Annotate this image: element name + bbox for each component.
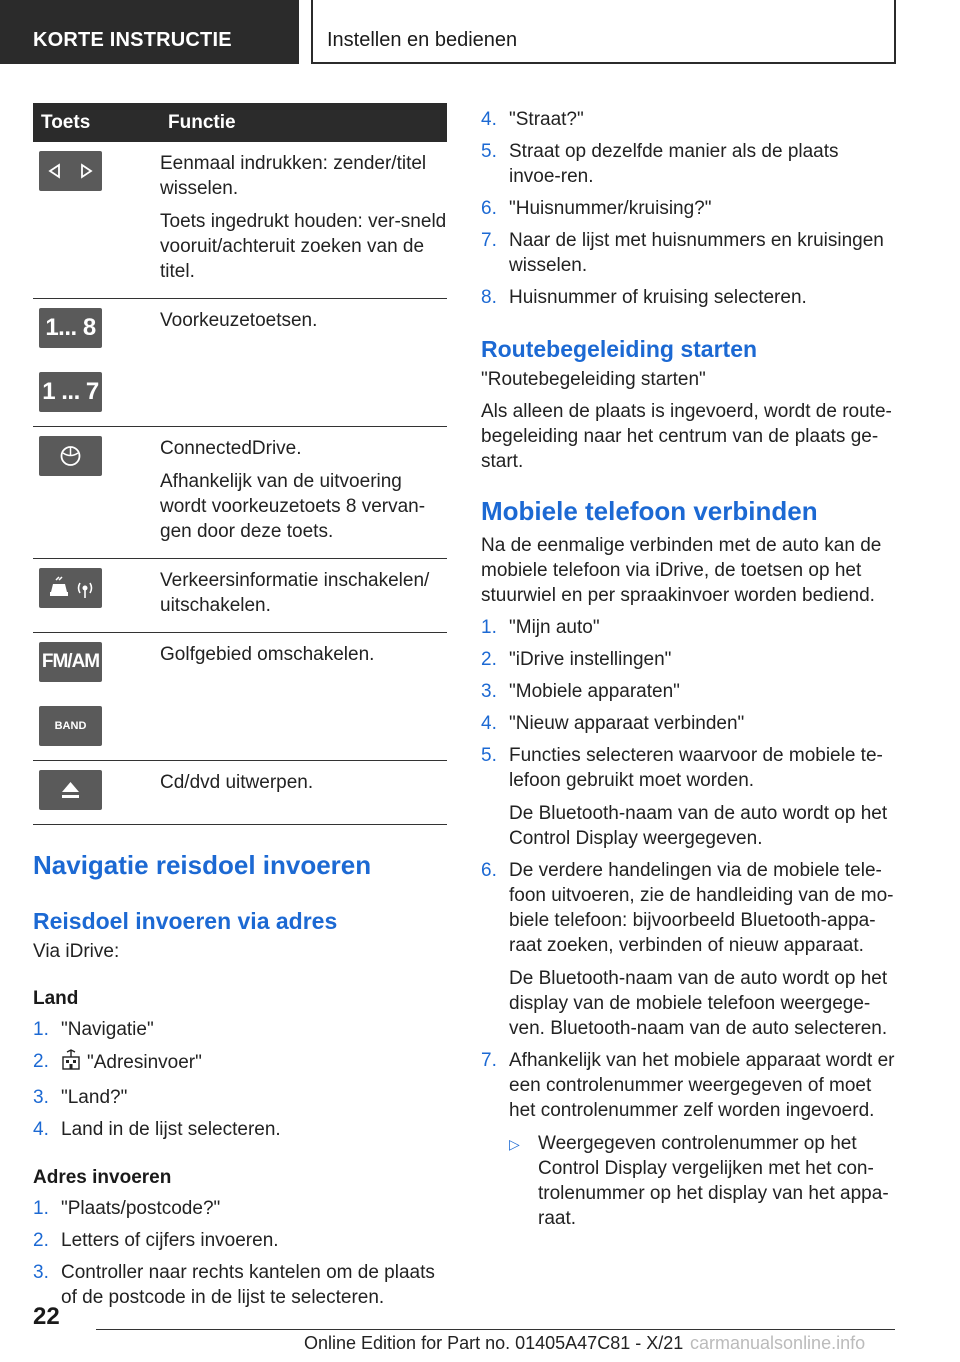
- route-line-1: "Routebegeleiding starten": [481, 369, 706, 390]
- traffic-info-icon: [39, 568, 102, 608]
- connecteddrive-icon: [39, 436, 102, 476]
- nav-subheading: Reisdoel invoeren via adres: [33, 908, 338, 934]
- row-text: Voorkeuzetoetsen.: [160, 310, 318, 331]
- address-steps: [33, 1196, 447, 1310]
- section-tab: KORTE INSTRUCTIE: [0, 0, 299, 64]
- list-item: 7. Afhankelijk van het mobiele apparaat wordt er een controlenummer weergegeven of moet het controlenummer zelf worden ingevoerd. ▷ Weergegeven controlenummer op het Control Display vergelijken met het con-trolenummer op het display van het appa-raat.: [481, 1050, 895, 1229]
- list-item: 3. "Mobiele apparaten": [481, 681, 680, 702]
- land-label: Land: [33, 988, 79, 1009]
- nav-heading: Navigatie reisdoel invoeren: [33, 850, 372, 880]
- left-column: [33, 103, 447, 1310]
- eject-icon: [39, 770, 102, 810]
- list-item: 1. "Plaats/postcode?": [33, 1198, 221, 1219]
- list-item: 2. Letters of cijfers invoeren.: [33, 1230, 279, 1251]
- list-item: 1. "Mijn auto": [481, 617, 600, 638]
- list-item: 6. De verdere handelingen via de mobiele tele-foon uitvoeren, zie de handleiding van de mo-biele telefoon: bijvoorbeeld Bluetooth-appa-raat zoeken, verbinden of nieuw apparaat. De Bluetooth-naam van de auto wordt op het display van de mobiele telefoon weergege-ven. Bluetooth-naam van de auto selecteren.: [481, 860, 894, 1039]
- key-function-table: [33, 103, 447, 825]
- list-item: 2. "Adresinvoer": [33, 1049, 447, 1078]
- row-text: Cd/dvd uitwerpen.: [160, 772, 314, 793]
- list-item: 3. "Land?": [33, 1087, 128, 1108]
- table-row: [33, 633, 447, 761]
- watermark: carmanualsonline.info: [690, 1333, 866, 1353]
- list-item: 4. "Nieuw apparaat verbinden": [481, 713, 745, 734]
- list-item: 5. Straat op dezelfde manier als de plaats invoe-ren.: [481, 141, 839, 187]
- col-header-key: Toets: [33, 103, 160, 142]
- chapter-title: Instellen en bedienen: [311, 0, 896, 64]
- triangle-bullet-icon: ▷: [509, 1136, 520, 1152]
- row-text: Golfgebied omschakelen.: [160, 644, 375, 665]
- row-text: ConnectedDrive.: [160, 438, 302, 459]
- route-line-2: Als alleen de plaats is ingevoerd, wordt de route-begeleiding naar het centrum van de plaats ge-start.: [481, 401, 892, 472]
- list-item: 1. "Navigatie": [33, 1019, 154, 1040]
- right-column: [481, 103, 895, 1231]
- address-label: Adres invoeren: [33, 1167, 172, 1188]
- row-text: Verkeersinformatie inschakelen/ uitschakelen.: [160, 570, 430, 616]
- footer-edition: Online Edition for Part no. 01405A47C81 - X/21: [304, 1333, 684, 1353]
- table-row: [33, 559, 447, 633]
- track-back-forward-icon: [39, 151, 102, 191]
- table-row: [33, 142, 447, 299]
- sub-bullet: [509, 1131, 895, 1231]
- row-text: Eenmaal indrukken: zender/titel wisselen.: [160, 153, 427, 199]
- list-item: 8. Huisnummer of kruising selecteren.: [481, 287, 807, 308]
- list-item: 4. "Straat?": [481, 109, 584, 130]
- phone-heading: Mobiele telefoon verbinden: [481, 496, 818, 526]
- route-heading: Routebegeleiding starten: [481, 336, 758, 362]
- page-number: 22: [33, 1303, 60, 1330]
- row-text: Afhankelijk van de uitvoering wordt voorkeuzetoets 8 vervan-gen door deze toets.: [160, 471, 426, 542]
- table-row: [33, 299, 447, 427]
- phone-intro: Na de eenmalige verbinden met de auto kan de mobiele telefoon via iDrive, de toetsen op het stuurwiel en per spraakinvoer worden bediend.: [481, 535, 882, 606]
- band-icon: BAND: [39, 706, 102, 746]
- fm-am-icon: FM/AM: [39, 642, 102, 682]
- phone-steps: [481, 615, 895, 1231]
- list-item: 3. Controller naar rechts kantelen om de plaats of de postcode in de lijst te selecteren.: [33, 1262, 435, 1308]
- list-item: 5. Functies selecteren waarvoor de mobiele te-lefoon gebruikt moet worden. De Bluetooth-naam van de auto wordt op het Control Display weergegeven.: [481, 745, 888, 849]
- land-steps: [33, 1017, 447, 1142]
- footer-divider: [96, 1329, 895, 1330]
- list-item: 7. Naar de lijst met huisnummers en kruisingen wisselen.: [481, 230, 884, 276]
- list-item: 2. "iDrive instellingen": [481, 649, 672, 670]
- address-entry-icon: [61, 1049, 81, 1078]
- nav-intro: Via iDrive:: [33, 941, 120, 962]
- table-row: [33, 427, 447, 559]
- step-text: "Adresinvoer": [87, 1052, 202, 1073]
- sub-bullet-text: Weergegeven controlenummer op het Control Display vergelijken met het con-trolenummer op het display van het appa-raat.: [538, 1133, 889, 1229]
- list-item: 4. Land in de lijst selecteren.: [33, 1119, 281, 1140]
- preset-1-7-icon: 1 ... 7: [39, 372, 102, 412]
- list-item: 6. "Huisnummer/kruising?": [481, 198, 712, 219]
- table-row: [33, 761, 447, 825]
- address-steps-continued: [481, 107, 895, 310]
- preset-1-8-icon: 1... 8: [39, 308, 102, 348]
- row-text: Toets ingedrukt houden: ver-sneld vooruit/achteruit zoeken van de titel.: [160, 211, 447, 282]
- col-header-function: Functie: [160, 103, 447, 142]
